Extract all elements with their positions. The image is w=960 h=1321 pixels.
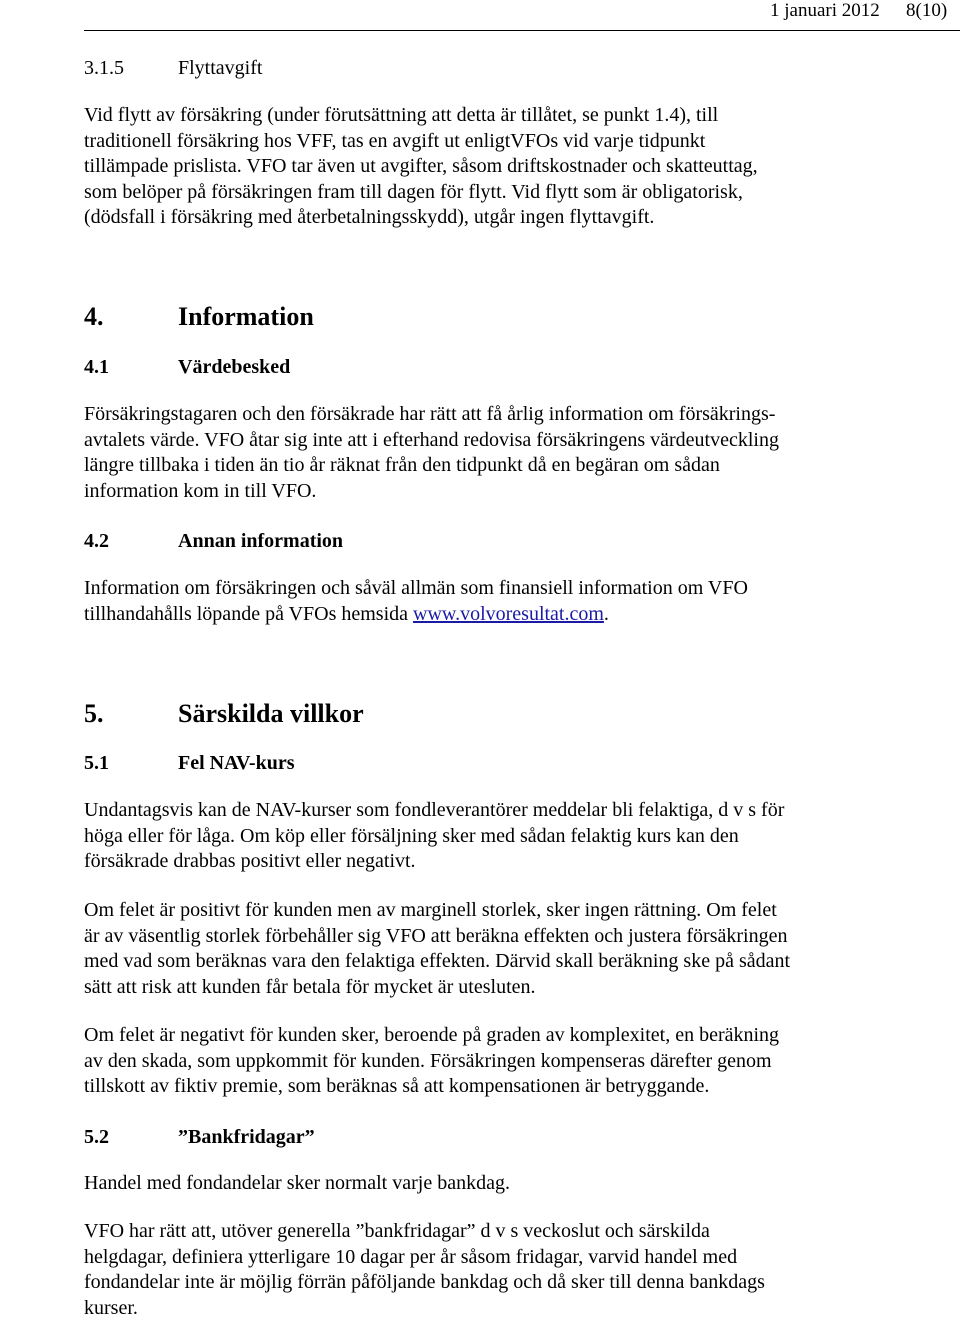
section-3-1-5-title: Flyttavgift (178, 57, 263, 79)
section-5-number: 5. (84, 699, 104, 728)
section-5-2-paragraph-2 (84, 1219, 884, 1321)
text-line: försäkrade drabbas positivt eller negativt. (84, 850, 416, 873)
section-4-2-paragraph (84, 576, 884, 627)
text-line: VFO har rätt att, utöver generella ”bankfridagar” d v s veckoslut och särskilda (84, 1220, 710, 1242)
text-segment: . (603, 602, 609, 625)
text-line: Undantagsvis kan de NAV-kurser som fondleverantörer meddelar bli felaktiga, d v s för (84, 799, 785, 821)
section-5-2-paragraph-1 (84, 1171, 884, 1197)
text-line: (dödsfall i försäkring med återbetalningsskydd), utgår ingen flyttavgift. (84, 206, 655, 229)
text-line: höga eller för låga. Om köp eller försäljning sker med sådan felaktig kurs kan den (84, 824, 739, 847)
text-line: traditionell försäkring hos VFF, tas en avgift ut enligtVFOs vid varje tidpunkt (84, 129, 706, 152)
text-line: Vid flytt av försäkring (under förutsättning att detta är tillåtet, se punkt 1.4), till (84, 104, 719, 126)
text-line: kurser. (84, 1296, 138, 1319)
text-segment: tillhandahålls löpande på VFOs hemsida (84, 602, 414, 625)
section-5-1-paragraph-1 (84, 798, 884, 875)
text-line: tillskott av fiktiv premie, som beräknas så att kompensationen är betryggande. (84, 1075, 710, 1098)
section-3-1-5-number: 3.1.5 (84, 57, 124, 79)
text-line: längre tillbaka i tiden än tio år räknat från den tidpunkt då en begäran om sådan (84, 454, 720, 477)
section-5-2-number: 5.2 (84, 1126, 109, 1148)
text-line (84, 602, 884, 628)
text-line: med vad som beräknas vara den felaktiga effekten. Därvid skall beräkning ske på sådant (84, 950, 791, 973)
text-line: är av väsentlig storlek förbehåller sig VFO att beräkna effekten och justera försäkringen (84, 924, 788, 947)
text-line: Försäkringstagaren och den försäkrade har rätt att få årlig information om försäkrings- (84, 403, 776, 425)
text-line: Om felet är negativt för kunden sker, beroende på graden av komplexitet, en beräkning (84, 1024, 780, 1046)
website-link[interactable]: www.volvoresultat.com (413, 602, 604, 625)
text-line: Information om försäkringen och såväl allmän som finansiell information om VFO (84, 577, 748, 599)
text-line: tillämpade prislista. VFO tar även ut avgifter, såsom driftskostnader och skatteuttag, (84, 155, 758, 178)
section-4-2-number: 4.2 (84, 530, 109, 552)
header-date: 1 januari 2012 (770, 0, 880, 21)
section-4-title: Information (178, 302, 314, 331)
text-line: Om felet är positivt för kunden men av marginell storlek, sker ingen rättning. Om felet (84, 899, 777, 921)
text-line: information kom in till VFO. (84, 479, 317, 502)
section-4-1-paragraph (84, 402, 884, 504)
text-line: fondandelar inte är möjlig förrän påföljande bankdag och då sker till denna bankdags (84, 1271, 765, 1294)
section-5-title: Särskilda villkor (178, 699, 364, 728)
text-line: sätt att risk att kunden får betala för mycket är utesluten. (84, 975, 536, 998)
section-5-1-paragraph-3 (84, 1023, 884, 1100)
section-4-2-title: Annan information (178, 530, 344, 552)
section-4-1-number: 4.1 (84, 356, 109, 378)
header-rule (84, 30, 960, 31)
section-3-1-5-paragraph (84, 103, 884, 231)
text-line: helgdagar, definiera ytterligare 10 dagar per år såsom fridagar, varvid handel med (84, 1245, 738, 1268)
section-5-1-title: Fel NAV-kurs (178, 752, 295, 774)
section-4-1-title: Värdebesked (178, 356, 291, 378)
header-page-number: 8(10) (906, 0, 948, 21)
text-line: avtalets värde. VFO åtar sig inte att i efterhand redovisa försäkringens värdeutveckling (84, 428, 779, 451)
text-line: av den skada, som uppkommit för kunden. Försäkringen kompenseras därefter genom (84, 1049, 772, 1072)
section-5-1-paragraph-2 (84, 898, 884, 1000)
section-4-number: 4. (84, 302, 104, 331)
section-5-1-number: 5.1 (84, 752, 109, 774)
section-5-2-title: ”Bankfridagar” (178, 1126, 315, 1148)
text-line: som belöper på försäkringen fram till dagen för flytt. Vid flytt som är obligatorisk, (84, 180, 743, 203)
text-line: Handel med fondandelar sker normalt varje bankdag. (84, 1172, 510, 1194)
